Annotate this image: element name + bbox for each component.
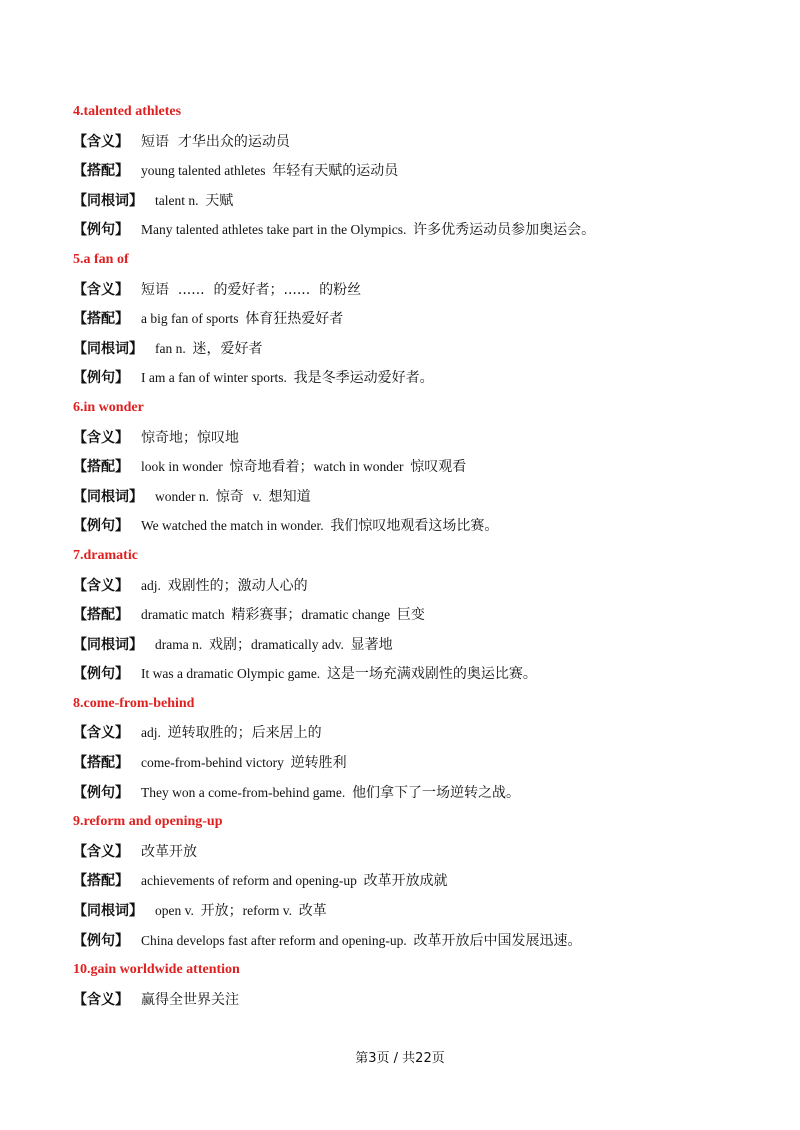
chinese-text: 惊叹观看 bbox=[410, 459, 467, 476]
entry-row bbox=[73, 160, 753, 190]
row-label: 【同根词】 bbox=[73, 903, 143, 920]
row-label: 【含义】 bbox=[73, 577, 129, 594]
english-text: adj. bbox=[141, 725, 168, 741]
chinese-text: 这是一场充满戏剧性的奥运比赛。 bbox=[326, 666, 537, 683]
row-label: 【同根词】 bbox=[73, 340, 143, 357]
chinese-text: 精彩赛事； bbox=[231, 607, 302, 624]
row-label: 【含义】 bbox=[73, 133, 129, 150]
entry-row bbox=[73, 752, 753, 782]
row-label: 【同根词】 bbox=[73, 636, 143, 653]
chinese-text: 改革 bbox=[298, 903, 327, 920]
chinese-text: 惊奇地看着； bbox=[229, 459, 314, 476]
row-label: 【含义】 bbox=[73, 429, 129, 446]
row-label: 【搭配】 bbox=[73, 873, 129, 890]
entry-heading: 9.reform and opening-up bbox=[73, 814, 223, 830]
english-text: China develops fast after reform and opening-up. bbox=[141, 932, 414, 948]
chinese-text: 巨变 bbox=[396, 607, 425, 624]
chinese-text: 赢得全世界关注 bbox=[141, 991, 239, 1008]
row-label: 【含义】 bbox=[73, 991, 129, 1008]
entry-row bbox=[73, 841, 753, 871]
entry-heading: 8.come-from-behind bbox=[73, 695, 195, 711]
english-text: achievements of reform and opening-up bbox=[141, 873, 364, 889]
row-label: 【含义】 bbox=[73, 843, 129, 860]
english-text: young talented athletes bbox=[141, 163, 273, 179]
vocabulary-list bbox=[73, 101, 753, 1018]
english-text: Many talented athletes take part in the Olympics. bbox=[141, 222, 414, 238]
english-text: dramatic change bbox=[301, 607, 397, 623]
english-text: We watched the match in wonder. bbox=[141, 518, 331, 534]
chinese-text: 短语 才华出众的运动员 bbox=[141, 133, 290, 150]
entry-row bbox=[73, 989, 753, 1019]
entry-heading: 4.talented athletes bbox=[73, 104, 182, 119]
entry-row bbox=[73, 515, 753, 545]
english-text: fan n. bbox=[155, 340, 193, 356]
row-label: 【例句】 bbox=[73, 222, 129, 239]
entry-heading: 5.a fan of bbox=[73, 251, 129, 267]
entry-row bbox=[73, 634, 753, 664]
entry-row bbox=[73, 338, 753, 368]
chinese-text: 迷，爱好者 bbox=[192, 340, 263, 357]
row-label: 【例句】 bbox=[73, 784, 129, 801]
entry-heading: 7.dramatic bbox=[73, 547, 138, 563]
english-text: a big fan of sports bbox=[141, 311, 246, 327]
row-label: 【同根词】 bbox=[73, 488, 143, 505]
english-text: come-from-behind victory bbox=[141, 755, 291, 771]
english-text: They won a come-from-behind game. bbox=[141, 784, 353, 800]
entry-row bbox=[73, 722, 753, 752]
chinese-text: 天赋 bbox=[205, 192, 234, 209]
row-label: 【例句】 bbox=[73, 932, 129, 949]
chinese-text: 显著地 bbox=[350, 636, 393, 653]
english-text: open v. bbox=[155, 903, 201, 919]
row-label: 【搭配】 bbox=[73, 459, 129, 476]
english-text: wonder n. bbox=[155, 488, 216, 504]
entry-heading: 6.in wonder bbox=[73, 399, 144, 415]
chinese-text: 改革开放成就 bbox=[363, 873, 448, 890]
english-text: dramatic match bbox=[141, 607, 232, 623]
row-label: 【例句】 bbox=[73, 370, 129, 387]
english-text: I am a fan of winter sports. bbox=[141, 370, 294, 386]
entry-row bbox=[73, 663, 753, 693]
chinese-text: 他们拿下了一场逆转之战。 bbox=[352, 784, 521, 801]
english-text: adj. bbox=[141, 577, 168, 593]
english-text: reform v. bbox=[242, 903, 299, 919]
english-text: dramatically adv. bbox=[250, 636, 351, 652]
entry-row bbox=[73, 279, 753, 309]
entry-row bbox=[73, 427, 753, 457]
row-label: 【同根词】 bbox=[73, 192, 143, 209]
entry-row bbox=[73, 219, 753, 249]
english-text: It was a dramatic Olympic game. bbox=[141, 666, 327, 682]
chinese-text: 开放； bbox=[200, 903, 243, 920]
entry-row bbox=[73, 604, 753, 634]
chinese-text: 体育狂热爱好者 bbox=[245, 311, 344, 328]
entry-heading: 10.gain worldwide attention bbox=[73, 962, 240, 978]
entry-row bbox=[73, 782, 753, 812]
chinese-text: 我们惊叹地观看这场比赛。 bbox=[330, 518, 499, 535]
entry-row bbox=[73, 190, 753, 220]
row-label: 【例句】 bbox=[73, 666, 129, 683]
page-footer: 第3页 / 共22页 bbox=[355, 1051, 445, 1066]
row-label: 【含义】 bbox=[73, 725, 129, 742]
entry-row bbox=[73, 367, 753, 397]
chinese-text: 年轻有天赋的运动员 bbox=[272, 163, 399, 180]
entry-row bbox=[73, 870, 753, 900]
row-label: 【搭配】 bbox=[73, 755, 129, 772]
row-label: 【搭配】 bbox=[73, 163, 129, 180]
chinese-text: 惊奇 bbox=[215, 488, 253, 505]
row-label: 【例句】 bbox=[73, 518, 129, 535]
entry-row bbox=[73, 131, 753, 161]
entry-row bbox=[73, 930, 753, 960]
chinese-text: 戏剧； bbox=[208, 636, 251, 653]
chinese-text: 想知道 bbox=[268, 488, 311, 505]
row-label: 【搭配】 bbox=[73, 607, 129, 624]
entry-row bbox=[73, 308, 753, 338]
entry-row bbox=[73, 575, 753, 605]
row-label: 【含义】 bbox=[73, 281, 129, 298]
english-text: drama n. bbox=[155, 636, 209, 652]
chinese-text: 我是冬季运动爱好者。 bbox=[293, 370, 434, 387]
english-text: look in wonder bbox=[141, 459, 230, 475]
chinese-text: 短语 ...... 的爱好者；...... 的粉丝 bbox=[141, 281, 362, 298]
chinese-text: 逆转胜利 bbox=[290, 755, 347, 772]
chinese-text: 改革开放 bbox=[141, 843, 197, 860]
chinese-text: 许多优秀运动员参加奥运会。 bbox=[413, 222, 596, 239]
entry-row bbox=[73, 900, 753, 930]
english-text: watch in wonder bbox=[313, 459, 411, 475]
chinese-text: 戏剧性的；激动人心的 bbox=[167, 577, 308, 594]
entry-row bbox=[73, 486, 753, 516]
chinese-text: 惊奇地；惊叹地 bbox=[141, 429, 239, 446]
row-label: 【搭配】 bbox=[73, 311, 129, 328]
chinese-text: 改革开放后中国发展迅速。 bbox=[413, 932, 582, 949]
english-text: v. bbox=[252, 488, 269, 504]
english-text: talent n. bbox=[155, 192, 206, 208]
chinese-text: 逆转取胜的；后来居上的 bbox=[167, 725, 322, 742]
entry-row bbox=[73, 456, 753, 486]
